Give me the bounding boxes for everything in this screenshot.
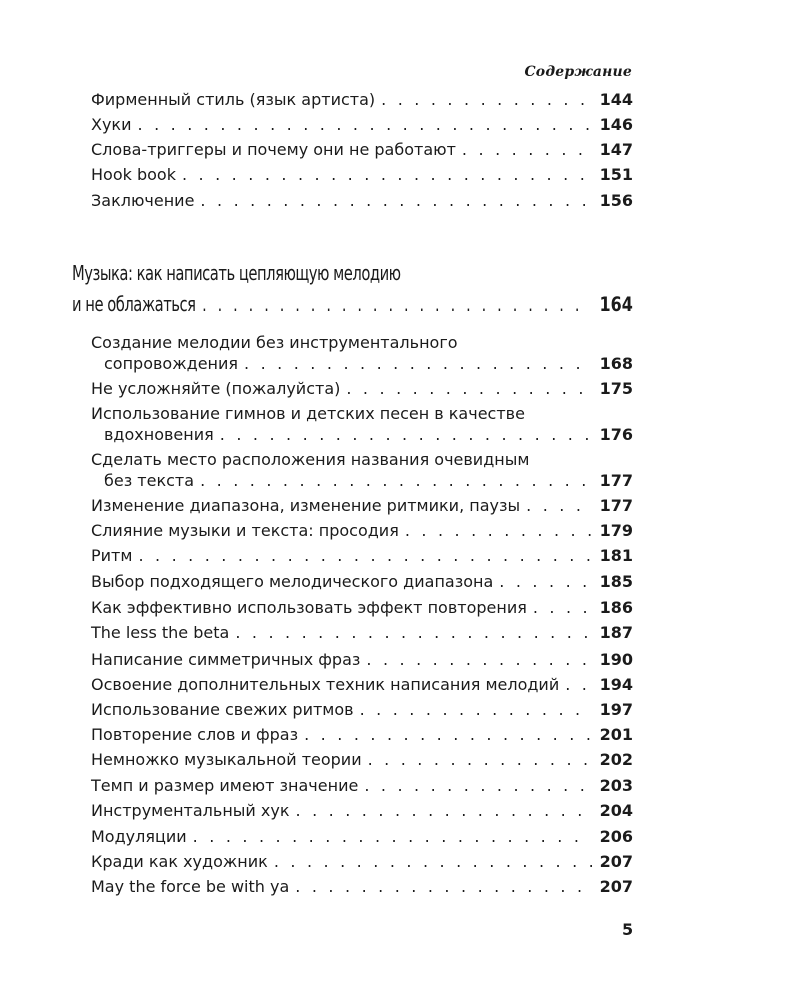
- leader-dots: [244, 351, 592, 376]
- leader-dots: [405, 518, 592, 543]
- toc-entry-page: 194: [599, 675, 633, 694]
- toc-entry-title: вдохновения: [104, 425, 214, 444]
- toc-entry-title: сопровождения: [104, 354, 239, 373]
- leader-dots: [366, 647, 591, 672]
- toc-entry[interactable]: [91, 87, 633, 112]
- toc-entry[interactable]: [91, 874, 633, 899]
- toc-entry-title: The less the beta: [91, 623, 230, 642]
- toc-entry[interactable]: [91, 162, 633, 187]
- toc-entry[interactable]: [91, 376, 633, 401]
- toc-entry-page: 177: [599, 496, 633, 515]
- leader-dots: [220, 422, 592, 447]
- toc-entry-page: 156: [599, 191, 633, 210]
- toc-entry-title: Хуки: [91, 115, 132, 134]
- toc-entry[interactable]: [91, 493, 633, 518]
- leader-dots: [526, 493, 591, 518]
- toc-entry-page: 207: [599, 877, 633, 896]
- toc-entry-page: 187: [599, 623, 633, 642]
- section-title-line2: и не облажаться: [72, 292, 196, 316]
- toc-entry[interactable]: [91, 543, 633, 568]
- leader-dots: [182, 162, 592, 187]
- toc-entry-title: Темп и размер имеют значение: [91, 776, 359, 795]
- toc-entry[interactable]: [91, 747, 633, 772]
- toc-entry-title-line1: Использование гимнов и детских песен в качестве: [91, 404, 525, 423]
- toc-entry-title: Модуляции: [91, 827, 187, 846]
- toc-entry-title: Слияние музыки и текста: просодия: [91, 521, 399, 540]
- section-title-line1: Музыка: как написать цепляющую мелодию: [72, 261, 401, 285]
- toc-entry-page: 202: [599, 750, 633, 769]
- toc-entry[interactable]: [91, 188, 633, 213]
- toc-entry-page: 186: [599, 598, 633, 617]
- toc-entry-page: 206: [599, 827, 633, 846]
- toc-entry-title: Не усложняйте (пожалуйста): [91, 379, 341, 398]
- toc-entry-page: 179: [599, 521, 633, 540]
- toc-entry-page: 151: [599, 165, 633, 184]
- toc-entry-page: 197: [599, 700, 633, 719]
- toc-entry[interactable]: [91, 518, 633, 543]
- toc-entry-title: Hook book: [91, 165, 176, 184]
- toc-entry-page: 190: [599, 650, 633, 669]
- toc-entry-page: 207: [599, 852, 633, 871]
- toc-entry-page: 168: [599, 354, 633, 373]
- toc-entry[interactable]: [91, 672, 633, 697]
- leader-dots: [462, 137, 592, 162]
- leader-dots: [499, 569, 591, 594]
- leader-dots: [360, 697, 592, 722]
- toc-entry-title: Фирменный стиль (язык артиста): [91, 90, 376, 109]
- toc-entry-title: Как эффективно использовать эффект повторения: [91, 598, 527, 617]
- toc-entry-title: Написание симметричных фраз: [91, 650, 361, 669]
- leader-dots: [381, 87, 591, 112]
- toc-entry-page: 201: [599, 725, 633, 744]
- toc-entry-title: Слова-триггеры и почему они не работают: [91, 140, 456, 159]
- toc-entry[interactable]: [91, 697, 633, 722]
- toc-entry-page: 177: [599, 471, 633, 490]
- toc-entry-page: 204: [599, 801, 633, 820]
- toc-entry[interactable]: [91, 569, 633, 594]
- toc-entry[interactable]: [91, 647, 633, 672]
- toc-entry[interactable]: [91, 798, 633, 823]
- toc-entry-title: Заключение: [91, 191, 195, 210]
- toc-entry-page: 146: [599, 115, 633, 134]
- leader-dots: [200, 468, 592, 493]
- section-page: 164: [599, 293, 633, 316]
- toc-entry-title: Изменение диапазона, изменение ритмики, паузы: [91, 496, 521, 515]
- toc-entry-page: 203: [599, 776, 633, 795]
- leader-dots: [138, 112, 592, 137]
- toc-entry[interactable]: [91, 137, 633, 162]
- toc-entry[interactable]: [91, 112, 633, 137]
- leader-dots: [200, 188, 591, 213]
- toc-entry-title-line1: Создание мелодии без инструментального: [91, 333, 458, 352]
- toc-entry[interactable]: [91, 620, 633, 645]
- leader-dots: [274, 849, 592, 874]
- toc-entry[interactable]: [91, 595, 633, 620]
- toc-entry[interactable]: [91, 401, 633, 447]
- toc-entry-title: May the force be with ya: [91, 877, 290, 896]
- leader-dots: [295, 874, 591, 899]
- toc-entry-title: Кради как художник: [91, 852, 268, 871]
- toc-entry-page: 147: [599, 140, 633, 159]
- leader-dots: [193, 824, 592, 849]
- section-heading[interactable]: [72, 258, 633, 320]
- toc-entry-page: 181: [599, 546, 633, 565]
- leader-dots: [533, 595, 592, 620]
- toc-entry-title: Освоение дополнительных техник написания мелодий: [91, 675, 560, 694]
- leader-dots: [565, 672, 591, 697]
- toc-entry-title: Использование свежих ритмов: [91, 700, 354, 719]
- leader-dots: [296, 798, 592, 823]
- toc-entry-title: Выбор подходящего мелодического диапазона: [91, 572, 494, 591]
- toc-entry-page: 175: [599, 379, 633, 398]
- running-head: Содержание: [524, 64, 632, 80]
- leader-dots: [346, 376, 591, 401]
- toc-entry-title: Повторение слов и фраз: [91, 725, 299, 744]
- leader-dots: [202, 289, 591, 320]
- toc-entry-title-line1: Сделать место расположения названия очевидным: [91, 450, 530, 469]
- toc-entry-title: Немножко музыкальной теории: [91, 750, 362, 769]
- toc-entry[interactable]: [91, 824, 633, 849]
- page-number: 5: [622, 920, 634, 939]
- toc-entry[interactable]: [91, 330, 633, 376]
- toc-entry-title: без текста: [104, 471, 195, 490]
- toc-entry[interactable]: [91, 773, 633, 798]
- toc-entry-title: Ритм: [91, 546, 133, 565]
- toc-entry-page: 144: [599, 90, 633, 109]
- leader-dots: [138, 543, 591, 568]
- leader-dots: [364, 773, 591, 798]
- toc-entry-title: Инструментальный хук: [91, 801, 290, 820]
- toc-entry-page: 185: [599, 572, 633, 591]
- toc-entry-page: 176: [599, 425, 633, 444]
- leader-dots: [235, 620, 591, 645]
- toc-entry[interactable]: [91, 722, 633, 747]
- leader-dots: [304, 722, 591, 747]
- leader-dots: [368, 747, 592, 772]
- toc-entry[interactable]: [91, 849, 633, 874]
- toc-entry[interactable]: [91, 447, 633, 493]
